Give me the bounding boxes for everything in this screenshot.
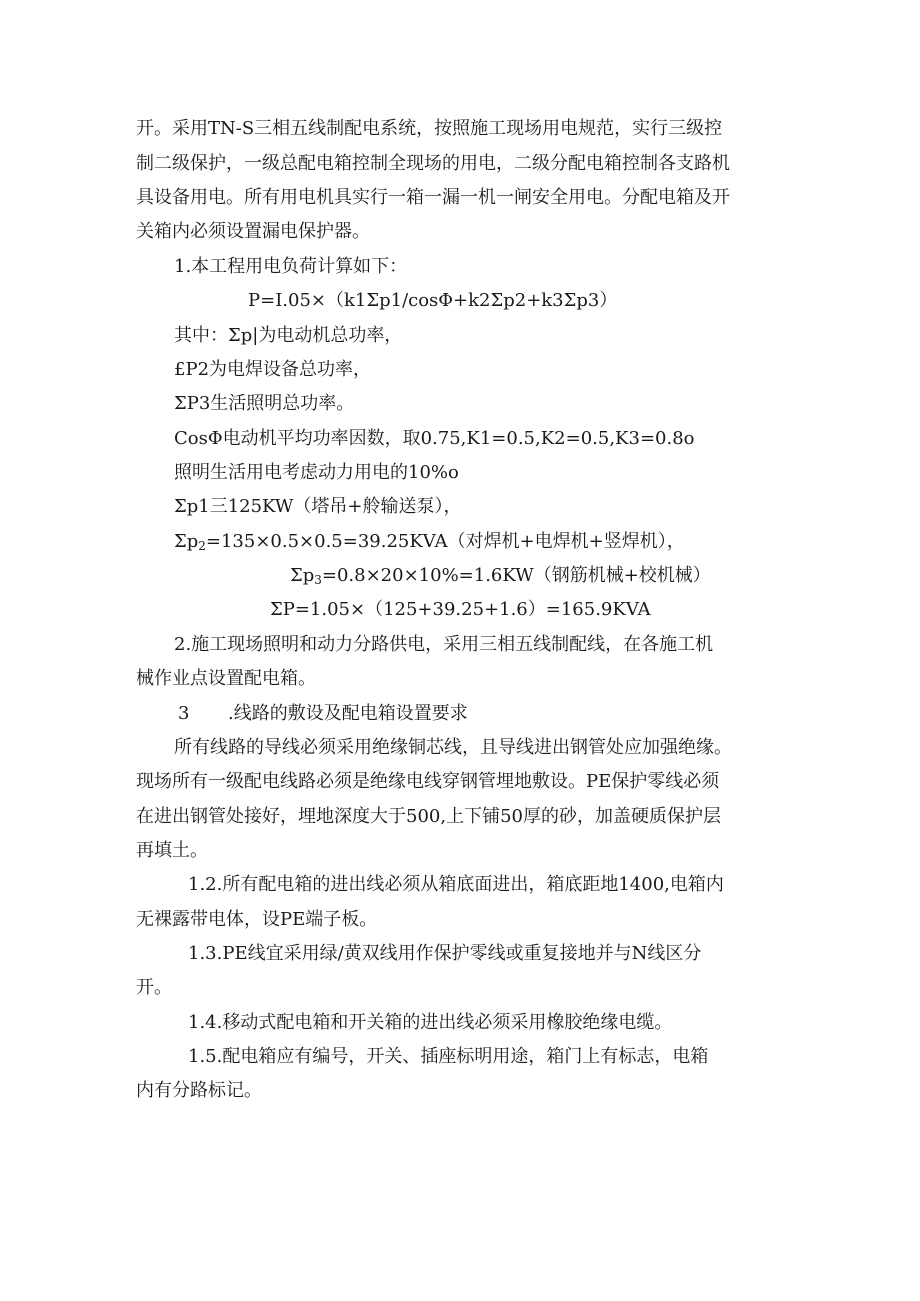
section-3-line-4: 再填土。	[136, 840, 208, 861]
total-load-line: ΣP=1.05×（125+39.25+1.6）=165.9KVA	[270, 599, 651, 620]
item-1-3-line-2: 开。	[136, 977, 172, 998]
sum-p2-prefix: Σp	[174, 531, 199, 552]
sum-p3-line	[290, 564, 711, 592]
section-2-line-2: 械作业点设置配电箱。	[136, 668, 316, 689]
lighting-note: 照明生活用电考虑动力用电的10%o	[174, 462, 459, 483]
section-3-line-1: 所有线路的导线必须采用绝缘铜芯线，且导线进出钢管处应加强绝缘。	[174, 737, 732, 758]
section-2-line-1: 2.施工现场照明和动力分路供电，采用三相五线制配线，在各施工机	[174, 634, 714, 655]
sum-p2-subscript: 2	[198, 539, 206, 553]
item-1-2-line-1: 1.2.所有配电箱的进出线必须从箱底面进出，箱底距地1400,电箱内	[188, 874, 724, 895]
item-1-2-line-2: 无裸露带电体，设PE端子板。	[136, 909, 378, 930]
section-3-line-2: 现场所有一级配电线路必须是绝缘电线穿钢管埋地敷设。PE保护零线必须	[136, 771, 720, 792]
item-1-5-line-2: 内有分路标记。	[136, 1080, 262, 1101]
section-3-line-3: 在进出钢管处接好，埋地深度大于500,上下铺50厚的砂，加盖硬质保护层	[136, 806, 721, 827]
definition-p1: 其中：Σp|为电动机总功率，	[174, 325, 403, 346]
definition-p3: ΣP3生活照明总功率。	[174, 393, 355, 414]
intro-line-3: 具设备用电。所有用电机具实行一箱一漏一机一闸安全用电。分配电箱及开	[136, 187, 730, 208]
sum-p3-prefix: Σp	[290, 565, 315, 586]
intro-line-4: 关箱内必须设置漏电保护器。	[136, 221, 370, 242]
section-1-heading: 1.本工程用电负荷计算如下：	[174, 256, 408, 277]
sum-p1-line: Σp1三125KW（塔吊+舲输送泵），	[174, 496, 462, 517]
section-3-heading: .线路的敷设及配电箱设置要求	[228, 703, 468, 724]
intro-line-2: 制二级保护，一级总配电箱控制全现场的用电，二级分配电箱控制各支路机	[136, 153, 730, 174]
definition-p2: £P2为电焊设备总功率，	[174, 359, 372, 380]
coefficients-line: CosΦ电动机平均功率因数，取0.75,K1=0.5,K2=0.5,K3=0.8o	[174, 428, 695, 449]
item-1-5-line-1: 1.5.配电箱应有编号，开关、插座标明用途，箱门上有标志，电箱	[188, 1046, 709, 1067]
sum-p3-subscript: 3	[314, 573, 322, 587]
item-1-3-line-1: 1.3.PE线宜采用绿/黄双线用作保护零线或重复接地并与N线区分	[188, 943, 702, 964]
sum-p3-expression: =0.8×20×10%=1.6KW（钢筋机械+校机械）	[321, 565, 711, 586]
sum-p2-line	[174, 530, 685, 558]
item-1-4-line-1: 1.4.移动式配电箱和开关箱的进出线必须采用橡胶绝缘电缆。	[188, 1012, 673, 1033]
sum-p2-expression: =135×0.5×0.5=39.25KVA（对焊机+电焊机+竖焊机），	[205, 531, 685, 552]
intro-line-1: 开。采用TN-S三相五线制配电系统，按照施工现场用电规范，实行三级控	[136, 118, 723, 139]
load-formula: P=I.05×（k1Σp1/cosΦ+k2Σp2+k3Σp3）	[248, 290, 618, 311]
section-3-number: 3	[178, 703, 190, 724]
